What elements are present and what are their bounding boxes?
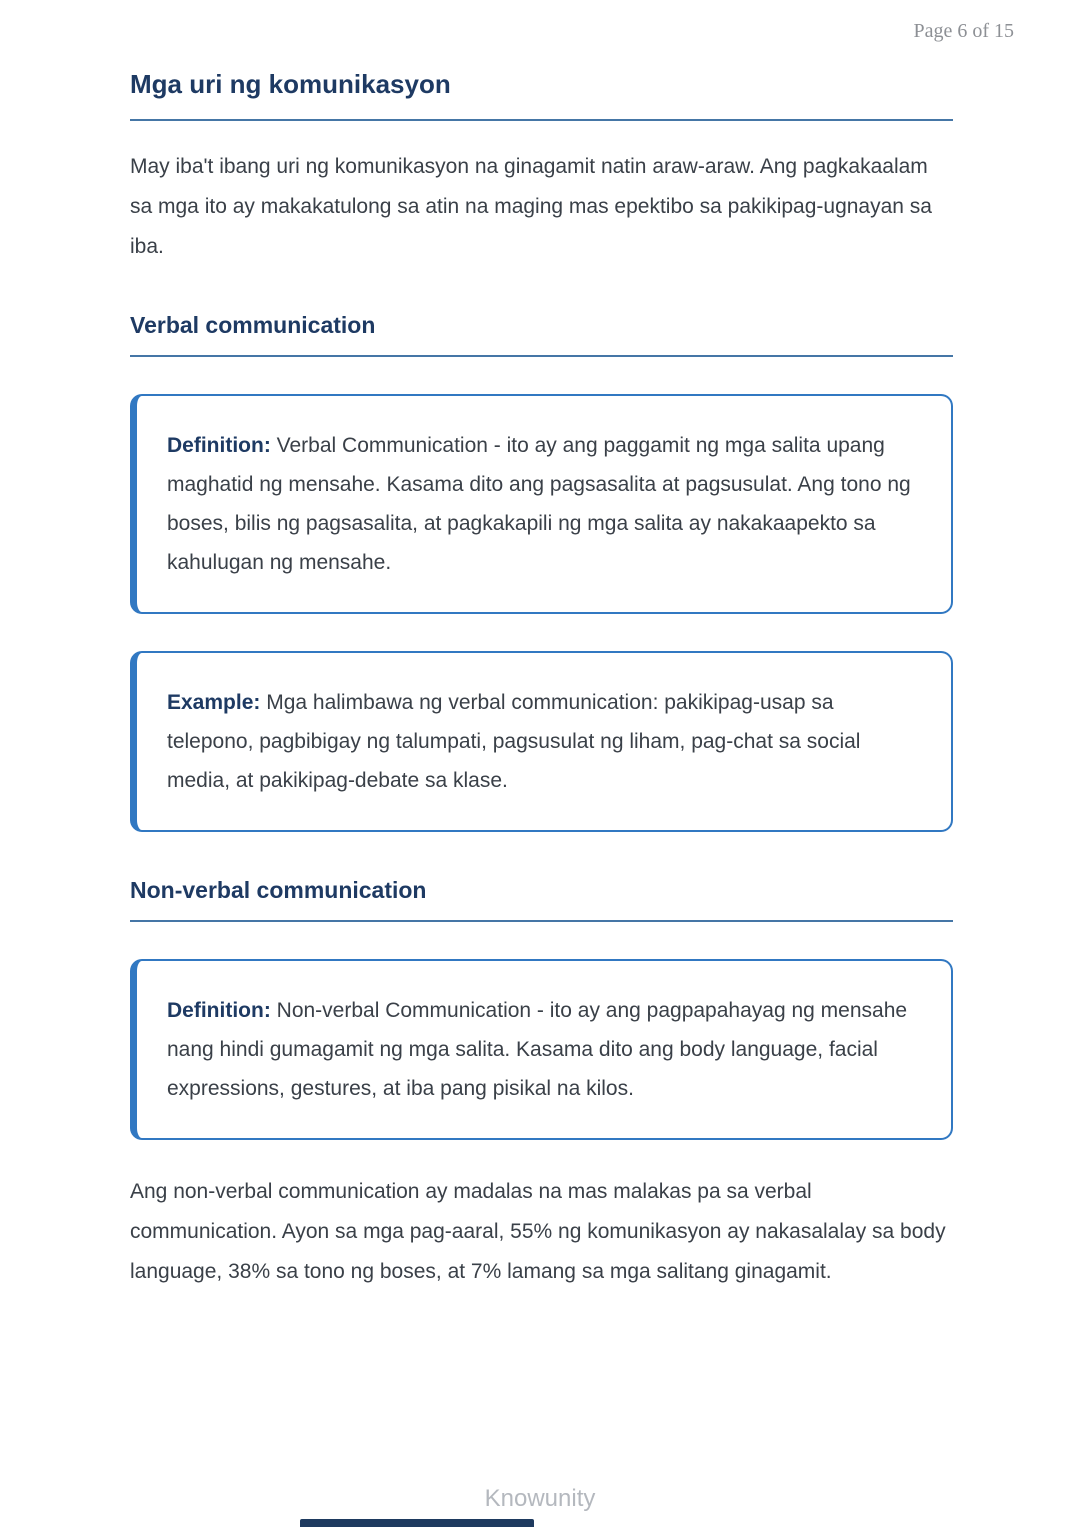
section-title-non-verbal-communication: Non-verbal communication [130,876,953,922]
example-text [167,683,921,800]
document-body [130,0,953,1292]
example-body: Mga halimbawa ng verbal communication: pakikipag-usap sa telepono, pagbibigay ng talumpati, pagsusulat ng liham, pag-chat sa social media, at pakikipag-debate sa klase. [167,691,861,792]
definition-box-verbal [130,394,953,614]
page-indicator: Page 6 of 15 [913,20,1014,42]
definition-body: Verbal Communication - ito ay ang paggamit ng mga salita upang maghatid ng mensahe. Kasama dito ang pagsasalita at pagsusulat. Ang tono ng boses, bilis ng pagsasalita, at pagkakapili ng mga salita ay nakakaapekto sa kahulugan ng mensahe. [167,434,911,574]
example-label: Example: [167,691,261,714]
closing-paragraph: Ang non-verbal communication ay madalas na mas malakas pa sa verbal communication. Ayon sa mga pag-aaral, 55% ng komunikasyon ay nakasalalay sa body language, 38% sa tono ng boses, at 7% lamang sa mga salitang ginagamit. [130,1180,946,1283]
example-box-verbal [130,651,953,832]
definition-body: Non-verbal Communication - ito ay ang pagpapahayag ng mensahe nang hindi gumagamit ng mga salita. Kasama dito ang body language, facial expressions, gestures, at iba pang pisikal na kilos. [167,999,908,1100]
page-title: Mga uri ng komunikasyon [130,68,953,121]
bottom-accent-bar [300,1519,534,1527]
definition-box-non-verbal [130,959,953,1140]
section-title-verbal-communication: Verbal communication [130,311,953,357]
definition-text [167,426,921,582]
footer-brand: Knowunity [484,1485,596,1512]
intro-paragraph: May iba't ibang uri ng komunikasyon na ginagamit natin araw-araw. Ang pagkakaalam sa mga ito ay makakatulong sa atin na maging mas epektibo sa pakikipag-ugnayan sa iba. [130,155,932,258]
definition-label: Definition: [167,434,271,457]
definition-text [167,991,921,1108]
definition-label: Definition: [167,999,271,1022]
